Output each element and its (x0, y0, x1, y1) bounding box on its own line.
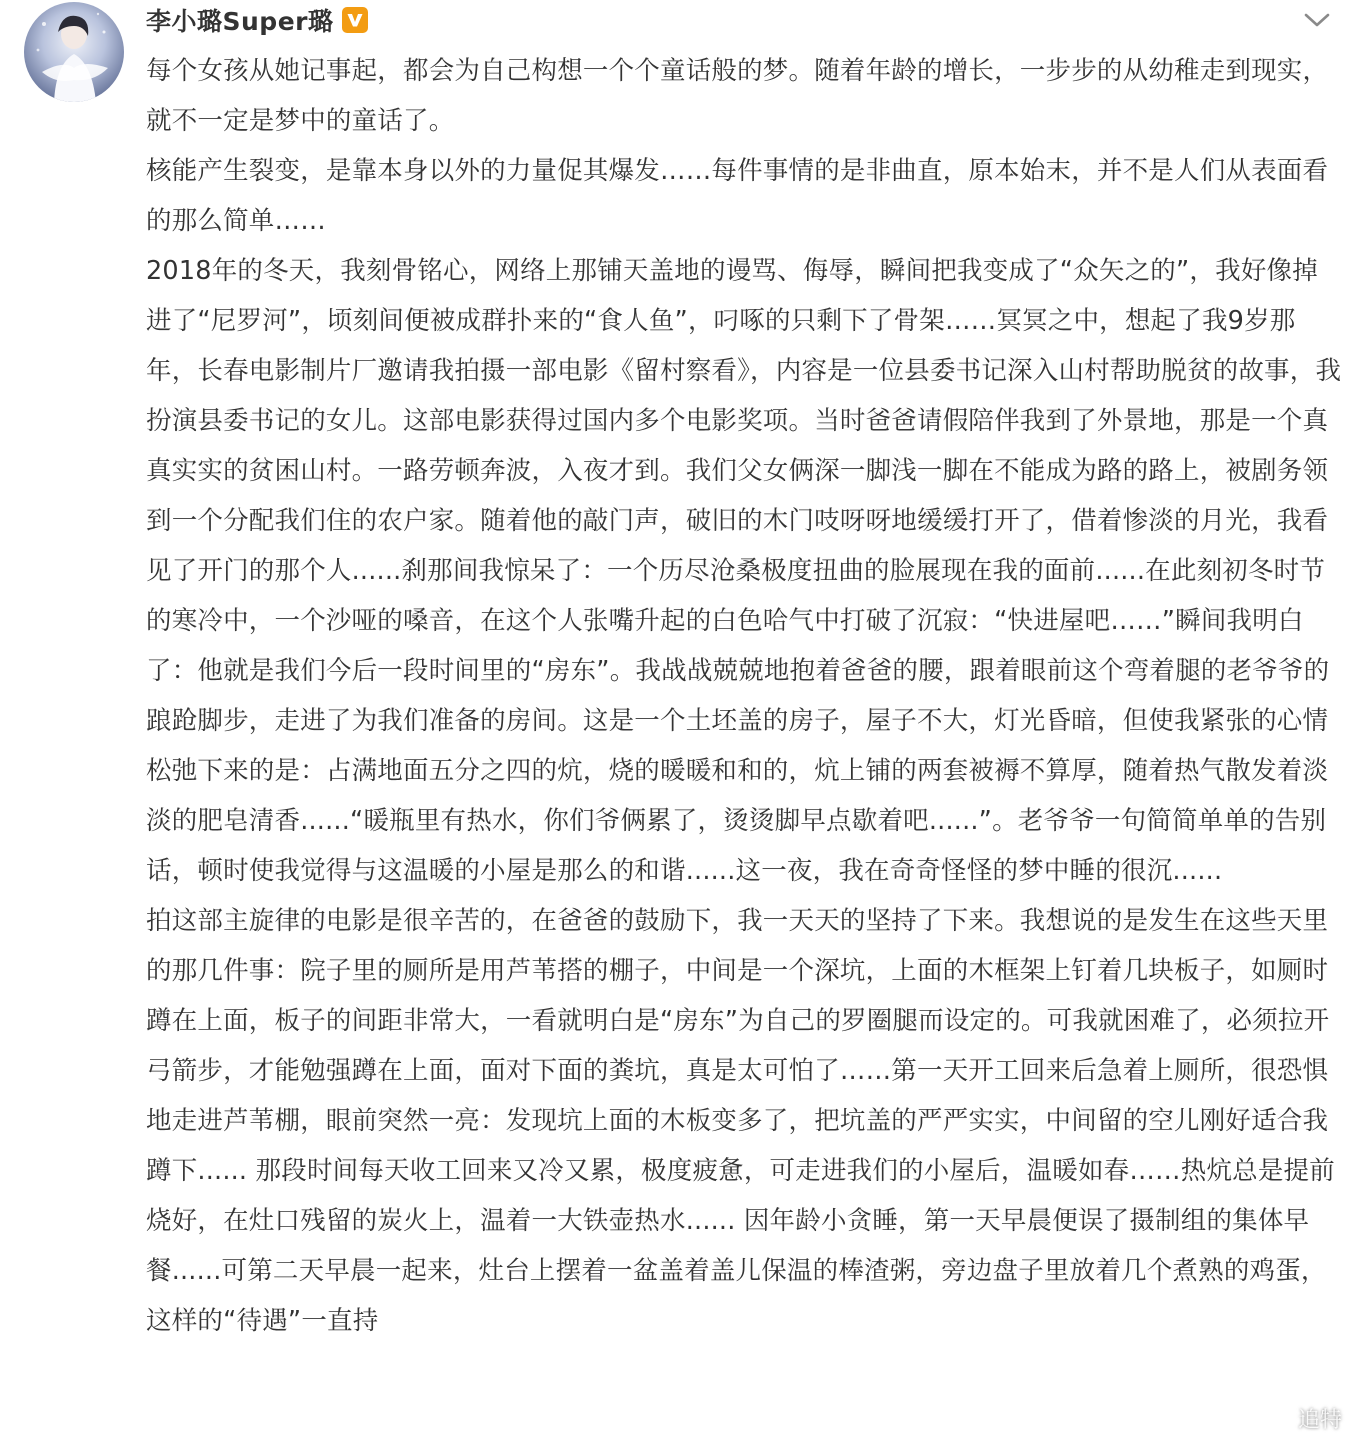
verified-v-icon[interactable] (342, 7, 368, 33)
username-link[interactable]: 李小璐Super璐 (146, 7, 334, 36)
post-content (146, 46, 1342, 1346)
watermark: 追特 (1297, 1408, 1342, 1433)
post-paragraph: 核能产生裂变，是靠本身以外的力量促其爆发……每件事情的是非曲直，原本始末，并不是人们从表面看的那么简单…… (146, 156, 1329, 236)
avatar[interactable] (24, 2, 124, 102)
avatar-image (24, 2, 124, 102)
post-paragraph: 2018年的冬天，我刻骨铭心，网络上那铺天盖地的谩骂、侮辱，瞬间把我变成了“众矢之的”，我好像掉进了“尼罗河”，顷刻间便被成群扑来的“食人鱼”，叼啄的只剩下了骨架……冥冥之中，想起了我9岁那年，长春电影制片厂邀请我拍摄一部电影《留村察看》，内容是一位县委书记深入山村帮助脱贫的故事，我扮演县委书记的女儿。这部电影获得过国内多个电影奖项。当时爸爸请假陪伴我到了外景地，那是一个真真实实的贫困山村。一路劳顿奔波，入夜才到。我们父女俩深一脚浅一脚在不能成为路的路上，被剧务领到一个分配我们住的农户家。随着他的敲门声，破旧的木门吱呀呀地缓缓打开了，借着惨淡的月光，我看见了开门的那个人......刹那间我惊呆了：一个历尽沧桑极度扭曲的脸展现在我的面前......在此刻初冬时节的寒冷中，一个沙哑的嗓音，在这个人张嘴升起的白色哈气中打破了沉寂：“快进屋吧……”瞬间我明白了：他就是我们今后一段时间里的“房东”。我战战兢兢地抱着爸爸的腰，跟着眼前这个弯着腿的老爷爷的踉跄脚步，走进了为我们准备的房间。这是一个土坯盖的房子，屋子不大，灯光昏暗，但使我紧张的心情松弛下来的是：占满地面五分之四的炕，烧的暖暖和和的，炕上铺的两套被褥不算厚，随着热气散发着淡淡的肥皂清香......“暖瓶里有热水，你们爷俩累了，烫烫脚早点歇着吧......”。老爷爷一句简简单单的告别话，顿时使我觉得与这温暖的小屋是那么的和谐......这一夜，我在奇奇怪怪的梦中睡的很沉...... (146, 256, 1342, 886)
post-paragraph: 每个女孩从她记事起，都会为自己构想一个个童话般的梦。随着年龄的增长，一步步的从幼稚走到现实，就不一定是梦中的童话了。 (146, 56, 1329, 136)
chevron-down-icon[interactable] (1302, 8, 1332, 32)
post-paragraph: 拍这部主旋律的电影是很辛苦的，在爸爸的鼓励下，我一天天的坚持了下来。我想说的是发生在这些天里的那几件事：院子里的厕所是用芦苇搭的棚子，中间是一个深坑，上面的木框架上钉着几块板子，如厕时蹲在上面，板子的间距非常大，一看就明白是“房东”为自己的罗圈腿而设定的。可我就困难了，必须拉开弓箭步，才能勉强蹲在上面，面对下面的粪坑，真是太可怕了……第一天开工回来后急着上厕所，很恐惧地走进芦苇棚，眼前突然一亮：发现坑上面的木板变多了，把坑盖的严严实实，中间留的空儿刚好适合我蹲下...... 那段时间每天收工回来又冷又累，极度疲惫，可走进我们的小屋后，温暖如春……热炕总是提前烧好，在灶口残留的炭火上，温着一大铁壶热水...... 因年龄小贪睡，第一天早晨便误了摄制组的集体早餐......可第二天早晨一起来，灶台上摆着一盆盖着盖儿保温的棒渣粥，旁边盘子里放着几个煮熟的鸡蛋，这样的“待遇”一直持 (146, 906, 1335, 1336)
post-header (146, 0, 368, 40)
